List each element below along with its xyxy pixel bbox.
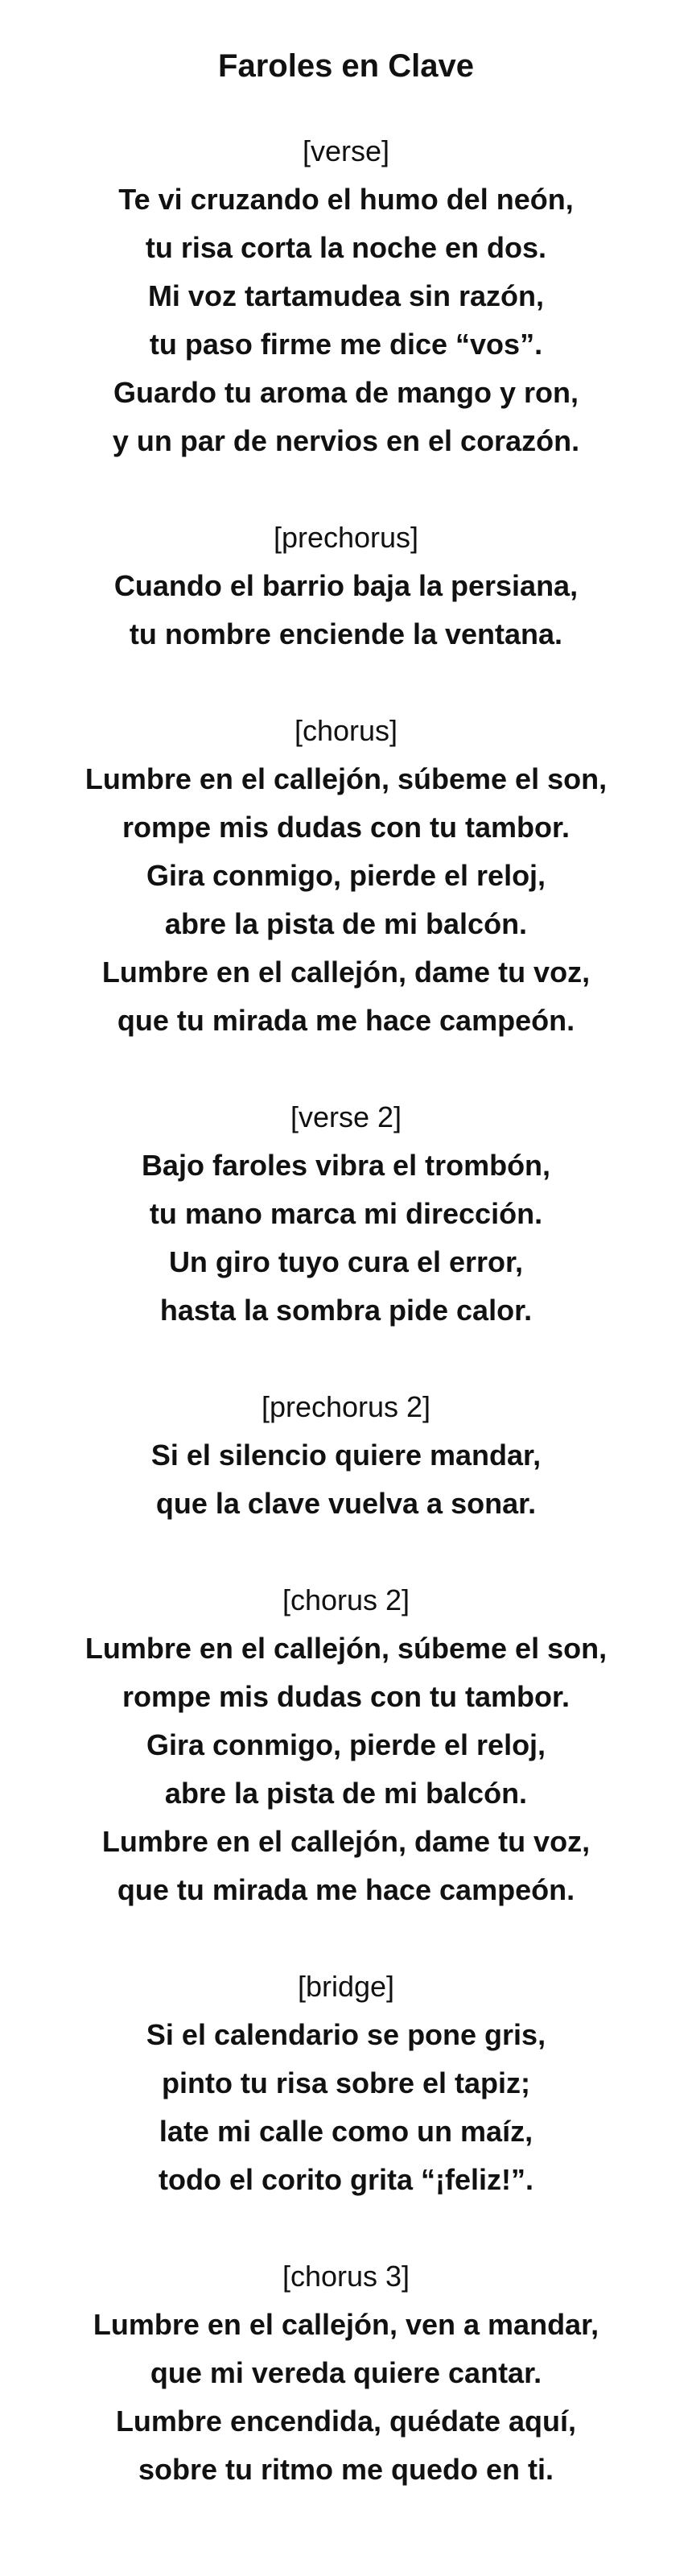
lyric-line: tu risa corta la noche en dos. [145, 231, 547, 264]
lyric-line: Un giro tuyo cura el error, [168, 1245, 524, 1278]
lyric-line: sobre tu ritmo me quedo en ti. [138, 2453, 554, 2486]
lyric-line: Gira conmigo, pierde el reloj, [146, 1728, 546, 1761]
lyrics-section [0, 707, 692, 1045]
section-tag: [bridge] [297, 1970, 395, 2003]
section-tag: [prechorus 2] [261, 1390, 431, 1423]
lyric-line: Lumbre en el callejón, súbeme el son, [84, 762, 608, 795]
lyrics-section [0, 1963, 692, 2204]
lyrics-section [0, 2252, 692, 2494]
song-title: Faroles en Clave [218, 48, 474, 84]
lyric-line: Guardo tu aroma de mango y ron, [113, 376, 579, 409]
lyric-line: Cuando el barrio baja la persiana, [113, 569, 579, 602]
lyrics-section [0, 1576, 692, 1914]
lyric-line: tu paso firme me dice “vos”. [149, 328, 543, 361]
lyric-line: y un par de nervios en el corazón. [112, 424, 580, 457]
lyric-line: Lumbre en el callejón, ven a mandar, [93, 2308, 599, 2341]
lyric-line: Bajo faroles vibra el trombón, [141, 1149, 551, 1182]
lyric-line: Lumbre en el callejón, dame tu voz, [101, 956, 591, 989]
section-tag: [verse] [302, 134, 390, 167]
lyric-line: late mi calle como un maíz, [159, 2115, 533, 2148]
lyric-line: rompe mis dudas con tu tambor. [122, 1680, 570, 1713]
lyric-line: abre la pista de mi balcón. [164, 907, 528, 940]
lyric-line: abre la pista de mi balcón. [164, 1777, 528, 1810]
lyric-line: Si el silencio quiere mandar, [150, 1439, 542, 1472]
lyrics-section [0, 1093, 692, 1335]
lyrics-section [0, 514, 692, 658]
lyrics-section [0, 127, 692, 465]
lyric-line: Lumbre en el callejón, dame tu voz, [101, 1825, 591, 1858]
section-tag: [prechorus] [273, 521, 419, 554]
lyric-line: Lumbre en el callejón, súbeme el son, [84, 1632, 608, 1665]
lyric-line: Te vi cruzando el humo del neón, [118, 183, 574, 216]
lyric-line: que tu mirada me hace campeón. [117, 1873, 575, 1906]
lyric-line: Mi voz tartamudea sin razón, [147, 279, 545, 312]
lyric-line: que la clave vuelva a sonar. [155, 1487, 537, 1520]
lyric-line: tu mano marca mi dirección. [149, 1197, 543, 1230]
lyric-line: Gira conmigo, pierde el reloj, [146, 859, 546, 892]
section-tag: [chorus 3] [282, 2260, 410, 2293]
lyric-line: Lumbre encendida, quédate aquí, [115, 2405, 577, 2438]
lyric-line: que mi vereda quiere cantar. [150, 2356, 542, 2389]
lyrics-section [0, 1383, 692, 1528]
lyric-line: pinto tu risa sobre el tapiz; [161, 2066, 531, 2099]
lyric-line: rompe mis dudas con tu tambor. [122, 811, 570, 844]
lyric-line: Si el calendario se pone gris, [146, 2018, 546, 2051]
lyrics-body [0, 127, 692, 2494]
section-tag: [verse 2] [290, 1100, 402, 1133]
lyric-line: que tu mirada me hace campeón. [117, 1004, 575, 1037]
lyric-line: hasta la sombra pide calor. [159, 1294, 533, 1327]
section-tag: [chorus] [294, 714, 398, 747]
lyric-line: todo el corito grita “¡feliz!”. [159, 2163, 533, 2196]
section-tag: [chorus 2] [282, 1583, 410, 1616]
lyric-line: tu nombre enciende la ventana. [129, 617, 563, 650]
